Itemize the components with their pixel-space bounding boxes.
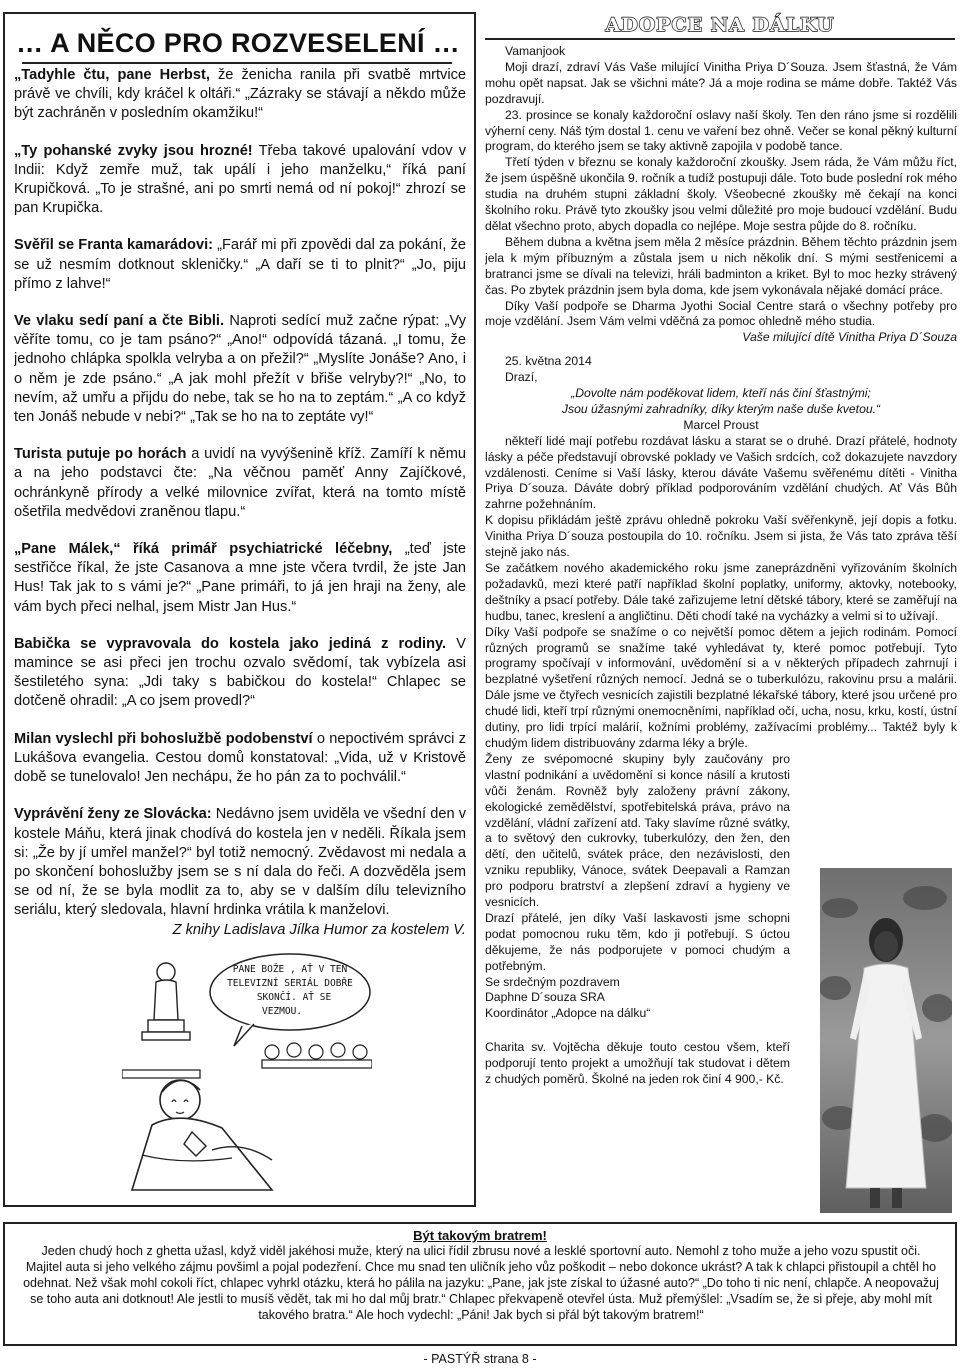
brother-story-text: Jeden chudý hoch z ghetta užasl, když viděl jakéhosi muže, který na ulici řídil zbrusu nové a lesklé sportovní auto. Nemohl z toho muže a jeho vozu spustit oči. Majitel auta si jeho velkého zájmu povšiml a pojal podezření. Chce mu snad ten uličník jeho vůz poškodit – nebo dokonce ukrást? A tak k chlapci přistoupil a chtěl ho odehnat. Než však mohl cokoli říct, chlapec vyhrkl otázku, která ho pálila na jazyku: „Pane, jak jste získal to úžasné auto?“ „Do toho ti nic není, chlapče. A neopovažuj se toho auta ani dotknout! Ale jestli to musíš vědět, tak mi ho dal můj bratr.“ Chlapec překvapeně otevřel ústa. Muž přemýšlel: „Vsadím se, že si přeje, aby mohl mít takového bratra.“ Ale hoch vydechl: „Páni! Jak bych si přál být takovým bratrem!“ [23,1244,939,1322]
joke-paragraph: Vyprávění ženy ze Slovácka: Nedávno jsem uviděla ve všední den v kostele Máňu, která jinak chodívá do kostela jen v neděli. Říkala jsem si: „Že by jí umřel manžel?“ byl totiž nemocný. Zvědavost mi nedala a po skončení bohoslužby jsem se s ní dala do řeči. A dozvěděla jsem se od ní, že se byla modlit za to, aby se v dalším dílu televizního seriálu, který sledovala, hlavní hrdinka vrátila k manželovi. [14,806,466,919]
joke-paragraph: „Tadyhle čtu, pane Herbst, že ženicha ranila při svatbě mrtvice právě ve chvíli, kdy kráčel k oltáři.“ „Zázraky se stávají a někdo může být zachráněn v posledním okamžiku!“ [14,67,466,122]
joke-paragraph: Milan vyslechl při bohoslužbě podobenství o nepoctivém správci z Lukášova evangelia. Cestou domů konstatoval: „Vida, už v Kristově době se tunelovalo! Jen nechápu, že ho pán za to pochválil.“ [14,730,466,786]
closing-line: Daphne D´souza SRA [485,990,605,1005]
letter-paragraph: Díky Vaší podpoře se snažíme o co největší pomoc dětem a jejich rodinám. Pomocí různých programů se snažíme také vyhledávat ty, které pomoc potřebují. Tyto programy spočívají v informování, uvědomění si a v některých případech zahrnují i bezplatné vyšetření různých nemocí. Jedná se o tuberkulózu, rakovinu prsu a malárii. Dále jsme ve čtyřech vesnicích zajistili bezplatné lékařské tábory, které jsou určené pro chudé lidi, kteří trpí různými onemocněními, například očí, ucha, nosu, krku, kostí, ústní dutiny, pro lidi trpící malárií, kožními problémy, zažívacími problémy... Taktéž byly k chudým lidem distribuovány zdarma léky a brýle. [485,624,957,750]
girl-photo [820,868,952,1213]
joke-paragraph: Svěřil se Franta kamarádovi: „Farář mi při zpovědi dal za pokání, že se už nesmím dotknout skleničky.“ „A daří se ti to plnit?“ „Jo, piju přímo z lahve!“ [14,237,466,292]
closing-line: Koordinátor „Adopce na dálku“ [485,1006,651,1021]
joke-paragraph: „Ty pohanské zvyky jsou hrozné! Třeba takové upalování vdov v Indii: Když zemře muž, tak upálí i jeho manželku,“ říká paní Krupičková. „To je strašné, ani po smrti nemá od ní pokoj!“ zhrozí se pan Krupička. [14,142,466,217]
title-underline [485,38,955,40]
joke-paragraph: Babička se vypravovala do kostela jako jediná z rodiny. V mamince se asi přeci jen trochu ozvalo svědomí, tak vybízela asi šestiletého syna: „Jdi taky s babičkou do kostela!“ Chlapec se dotčeně ohradil: „A co jsem provedl?“ [14,635,466,710]
joke-paragraph: Ve vlaku sedí paní a čte Bibli. Naproti sedící muž začne rýpat: „Vy věříte tomu, co je tam psáno?“ „Ano!“ odpovídá tázaná. „I tomu, že jednoho chlápka spolkla velryba a on přežil?“ „Myslíte Jonáše? Ano, i o něm je zde psáno.“ „A jak mohl přežít v břiše velryby?!“ „No, to nevím, až umřu a přijdu do nebe, tak se ho na to zeptám.“ „A co když ten Jonáš nebude v nebi?“ „Tak se ho na to zeptáte vy!“ [14,313,466,426]
letter-greeting: Drazí, [505,370,538,385]
letter-signature: Vaše milující dítě Vinitha Priya D´Souza [742,330,957,345]
joke-paragraph: „Pane Málek,“ říká primář psychiatrické léčebny, „teď jste sestřičce říkal, že jste Casanova a mne jste včera tvrdil, že jste Jan Hus! Tak jak to s vámi je?“ „Pane primáři, to já jen hraji na ženy, ale vám bych přeci nelhal, jsem Mistr Jan Hus.“ [14,541,466,615]
letter-paragraph: Ženy ze svépomocné skupiny byly zaučovány pro vlastní podnikání a uvědomění si konce násilí a krutosti vůči ženám. Rovněž byly založeny právní zákony, ekologické zemědělství, spotřebitelská práva, právo na vzdělání, vládní zařízení atd. Taky slavíme různé svátky, a to světový den cukrovky, tuberkulózy, den žen, den dětí, den učitelů, svátek práce, den nezávislosti, den vzniku republiky, Vánoce, svátek Deepavali a Ramzan pro podporu bratrství a zlepšení zdraví a hygieny ve vesnicích. [485,751,790,910]
cartoon-text-line: SKONČÍ. AŤ SE [256,992,332,1003]
letter-paragraph: Drazí přátelé, jen díky Vaší laskavosti jsme schopni podat pomocnou ruku těm, kdo ji potřebují. S úctou děkujeme, že nás podporujete v pomoci chudým a potřebným. [485,910,790,973]
humor-section-title: … A NĚCO PRO ROZVESELENÍ … [16,28,460,58]
brother-story-title: Být takovým bratrem! [413,1228,547,1243]
cartoon-text-line: TELEVIZNÍ SERIÁL DOBŘE [227,978,353,989]
letter-paragraph: K dopisu přikládám ještě zprávu ohledně pokroku Vaší svěřenkyně, její dopis a fotku. Vinitha Priya D´souza postoupila do 10. ročníku. Jsem si jista, že Vás tato zpráva těší stejně jako nás. [485,513,957,560]
joke-paragraph: Turista putuje po horách a uvidí na vyvýšenině kříž. Zamíří k němu a na jeho podstavci čte: „Na věčnou paměť Anny Zajíčkové, ochránkyně přírody a velké milovnice zvířat, která na tomto místě ošetřila medvědovi zraněnou tlapu.“ [14,446,466,520]
letter-paragraph: Se začátkem nového akademického roku jsme zaneprázdněni vyřizováním školních požadavků, mezi které patří například školní poplatky, uniformy, aktovky, notebooky, deštníky a psací potřeby. Dále také zařizujeme letní dětské tábory, které se zaměřují na hudbu, tanec, kreslení a angličtinu. Děti chodí také na vycházky a velmi si to užívají. [485,561,957,623]
charita-note: Charita sv. Vojtěcha děkuje touto cestou všem, kteří podporují tento projekt a umožňují tak studovat i dětem z chudých poměrů. Školné na jeden rok činí 4 900,- Kč. [485,1040,790,1087]
letter-paragraph: Díky Vaší podpoře se Dharma Jyothi Social Centre stará o všechny potřeby pro moje vzdělání. Jsem Vám velmi vděčná za pomoc ohledně mého studia. [485,298,957,329]
text-beside-photo [485,752,790,1088]
closing-line: Se srdečným pozdravem [485,974,620,989]
letter-paragraph: Třetí týden v březnu se konaly každoroční zkoušky. Jsem ráda, že Vám můžu říct, že jsem úspěšně ukončila 9. ročník a tudíž postupuji dále. Toto bude poslední rok mého studia na druhém stupni základní školy. Všeobecné zkoušky mě čekají na konci školního roku. Právě tyto zkoušky jsou velmi důležité pro moje budoucí vzdělání. Budu dělat všechno proto, abych dopadla co nejlépe. Moje sestra půjde do 8. ročníku. [485,155,957,233]
adoption-section-title: ADOPCE NA DÁLKU [605,14,835,36]
letter-place: Vamanjook [505,44,566,58]
letter-paragraph: někteří lidé mají potřebu rozdávat lásku a starat se o druhé. Drazí přátelé, hodnoty lásky a péče představují obrovské poklady ve Vašich srdcích, což dokazujete navzdory vzdálenosti. Ceníme si Vaší lásky, kterou dáváte Vašemu svěřenému dítěti - Vinitha Priya D´souza. Dáváte dobrý příklad podporováním vzdělání chudých. Ať Vás Bůh zahrne požehnáním. [485,433,957,512]
praying-woman-cartoon [122,950,372,1195]
letter-paragraph: Moji drazí, zdraví Vás Vaše milující Vinitha Priya D´Souza. Jsem šťastná, že Vám mohu opět napsat. Jak se všichni máte? Já a moje rodina se máme dobře. Taktéž Vás pozdravují. [485,59,957,106]
title-underline [22,62,452,64]
letter-paragraph: Během dubna a května jsem měla 2 měsíce prázdnin. Během těchto prázdnin jsem jela k mým příbuzným a zůstala jsem u nich několik dní. S mými sestřenicemi a bratranci jsme se dívali na televizi, hráli badminton a kriket. Byl to moc hezky strávený čas. Po zbytek prázdnin jsem byla doma, kde jsem vykonávala nějaké domácí práce. [485,234,957,297]
letter-paragraph: 23. prosince se konaly každoroční oslavy naší školy. Ten den ráno jsme si rozdělili výherní ceny. Náš tým dostal 1. cenu ve vaření bez ohně. Večer se konal pěkný kulturní program, do kterého jsem se taky aktivně zapojila v podobě tance. [485,107,957,154]
quote-author: Marcel Proust [683,417,759,432]
cartoon-text-line: PANE BOŽE , AŤ V TEN [232,964,348,975]
page-footer: - PASTÝŘ strana 8 - [423,1352,537,1366]
letter-date: 25. května 2014 [505,354,592,369]
quote-line: Jsou úžasnými zahradníky, díky kterým naše duše kvetou.“ [561,401,881,416]
quote-line: „Dovolte nám poděkovat lidem, kteří nás činí šťastnými; [571,386,871,401]
cartoon-text-line: VEZMOU. [261,1006,303,1017]
humor-source: Z knihy Ladislava Jílka Humor za kostelem V. [172,921,466,938]
